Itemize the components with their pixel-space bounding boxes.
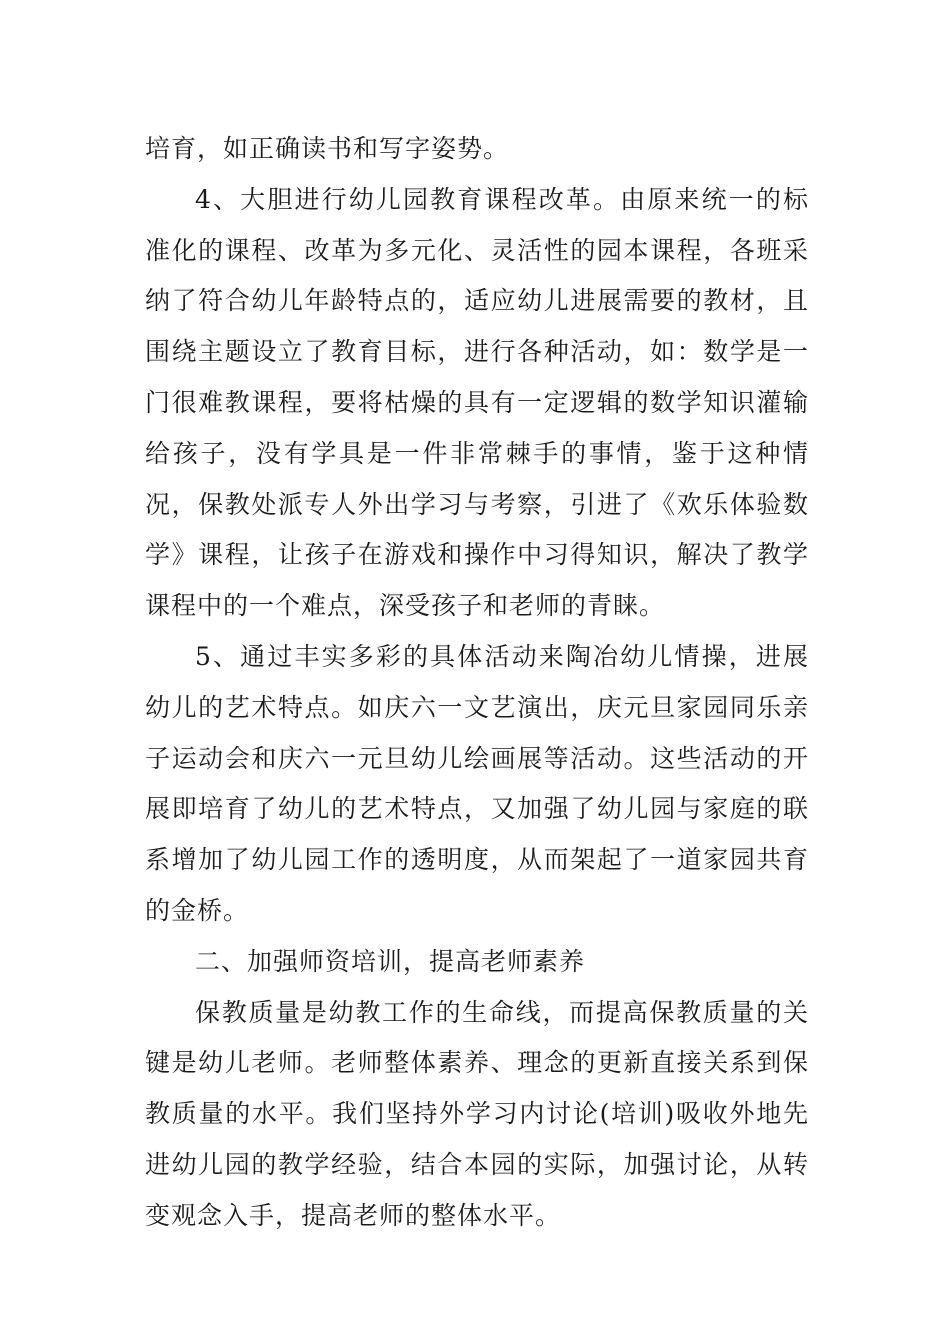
paragraph-continuation: 培育，如正确读书和写字姿势。 (145, 134, 510, 163)
paragraph-item-4: 4、大胆进行幼儿园教育课程改革。由原来统一的标准化的课程、改革为多元化、灵活性的园本课程，各班采纳了符合幼儿年龄特点的，适应幼儿进展需要的教材，且围绕主题设立了教育目标，进行各种活动，如：数学是一门很难教课程，要将枯燥的具有一定逻辑的数学知识灌输给孩子，没有学具是一件非常棘手的事情，鉴于这种情况，保教处派专人外出学习与考察，引进了《欢乐体验数学》课程，让孩子在游戏和操作中习得知识，解决了教学课程中的一个难点，深受孩子和老师的青睐。 (145, 184, 809, 621)
paragraph-teacher-training: 保教质量是幼教工作的生命线，而提高保教质量的关键是幼儿老师。老师整体素养、理念的更新直接关系到保教质量的水平。我们坚持外学习内讨论(培训)吸收外地先进幼儿园的教学经验，结合本园的实际，加强讨论，从转变观念入手，提高老师的整体水平。 (145, 997, 809, 1230)
paragraph-item-5: 5、通过丰实多彩的具体活动来陶冶幼儿情操，进展幼儿的艺术特点。如庆六一文艺演出，庆元旦家园同乐亲子运动会和庆六一元旦幼儿绘画展等活动。这些活动的开展即培育了幼儿的艺术特点，又加强了幼儿园与家庭的联系增加了幼儿园工作的透明度，从而架起了一道家园共育的金桥。 (145, 641, 809, 925)
document-body (145, 124, 809, 1242)
section-heading-2: 二、加强师资培训，提高老师素养 (195, 946, 586, 976)
